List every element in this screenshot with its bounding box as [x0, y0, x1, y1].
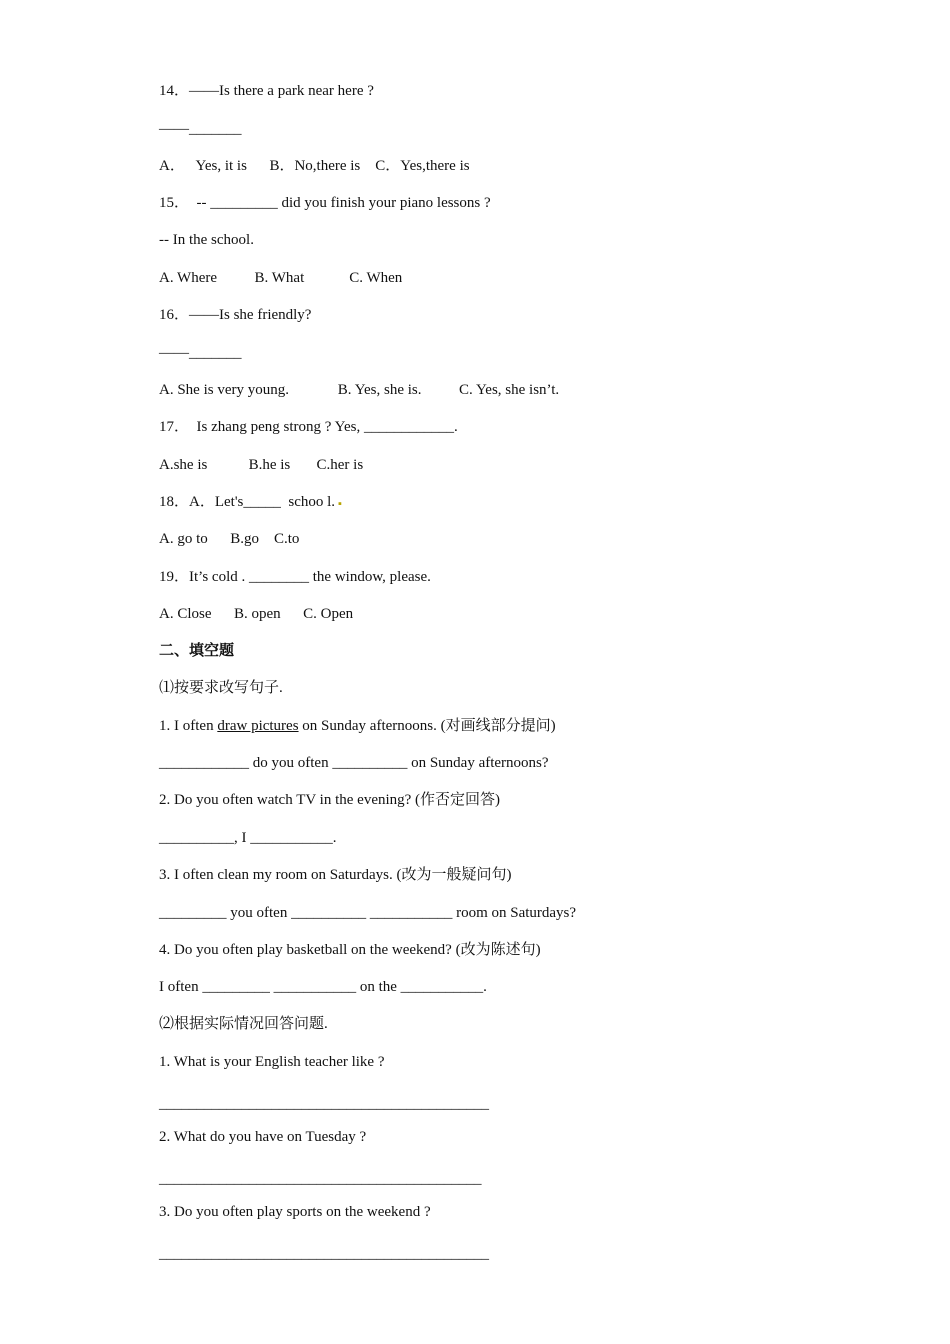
part2-q3: 3. Do you often play sports on the weekend ?: [159, 1204, 431, 1220]
part1-q4-answer: I often _________ ___________ on the ___________.: [159, 979, 487, 995]
q19-options: A. Close B. open C. Open: [159, 606, 354, 622]
q18-options: A. go to B.go C.to: [159, 531, 300, 547]
q17-options: A.she is B.he is C.her is: [159, 457, 364, 473]
q19-stem: 19．It’s cold . ________ the window, please.: [159, 569, 431, 585]
q14-stem: 14．——Is there a park near here ?: [159, 83, 374, 99]
part2-q1: 1. What is your English teacher like ?: [159, 1054, 385, 1070]
q18-stem: 18．A．Let's_____ schoo l.: [159, 494, 336, 510]
part1-q4: 4. Do you often play basketball on the weekend? (改为陈述句): [159, 942, 541, 958]
part1-q1-answer: ____________ do you often __________ on Sunday afternoons?: [159, 755, 549, 771]
part2-q3-answer-line: ____________________________________________: [159, 1246, 489, 1262]
marker-dot-icon: ▪: [338, 498, 342, 510]
part1-q1-underlined: draw pictures: [217, 718, 299, 734]
part1-heading: ⑴按要求改写句子.: [159, 680, 283, 696]
part1-q2: 2. Do you often watch TV in the evening? (作否定回答): [159, 792, 501, 808]
q16-answer-blank: ——_______: [159, 345, 242, 361]
part1-q2-answer: __________, I ___________.: [159, 830, 337, 846]
part2-q1-answer-line: ____________________________________________: [159, 1096, 489, 1112]
q16-options: A. She is very young. B. Yes, she is. C. Yes, she isn’t.: [159, 382, 560, 398]
q14-options: A． Yes, it is B．No,there is C．Yes,there is: [159, 158, 470, 174]
q17-stem: 17． Is zhang peng strong ? Yes, ____________.: [159, 419, 458, 435]
q15-stem: 15． -- _________ did you finish your piano lessons ?: [159, 195, 491, 211]
part2-q2-answer-line: ___________________________________________: [159, 1171, 482, 1187]
part1-q1-suffix: on Sunday afternoons. (对画线部分提问): [298, 718, 556, 734]
part1-q3-answer: _________ you often __________ ___________ room on Saturdays?: [159, 905, 577, 921]
part1-q1: [159, 716, 556, 736]
q15-options: A. Where B. What C. When: [159, 270, 403, 286]
part1-q1-prefix: 1. I often: [159, 718, 218, 734]
part2-heading: ⑵根据实际情况回答问题.: [159, 1016, 328, 1032]
q15-response: -- In the school.: [159, 232, 254, 248]
part2-q2: 2. What do you have on Tuesday ?: [159, 1129, 367, 1145]
q16-stem: 16．——Is she friendly?: [159, 307, 312, 323]
part1-q3: 3. I often clean my room on Saturdays. (改为一般疑问句): [159, 867, 512, 883]
section-title: 二、填空题: [159, 643, 235, 659]
q14-answer-blank: ——_______: [159, 121, 242, 137]
